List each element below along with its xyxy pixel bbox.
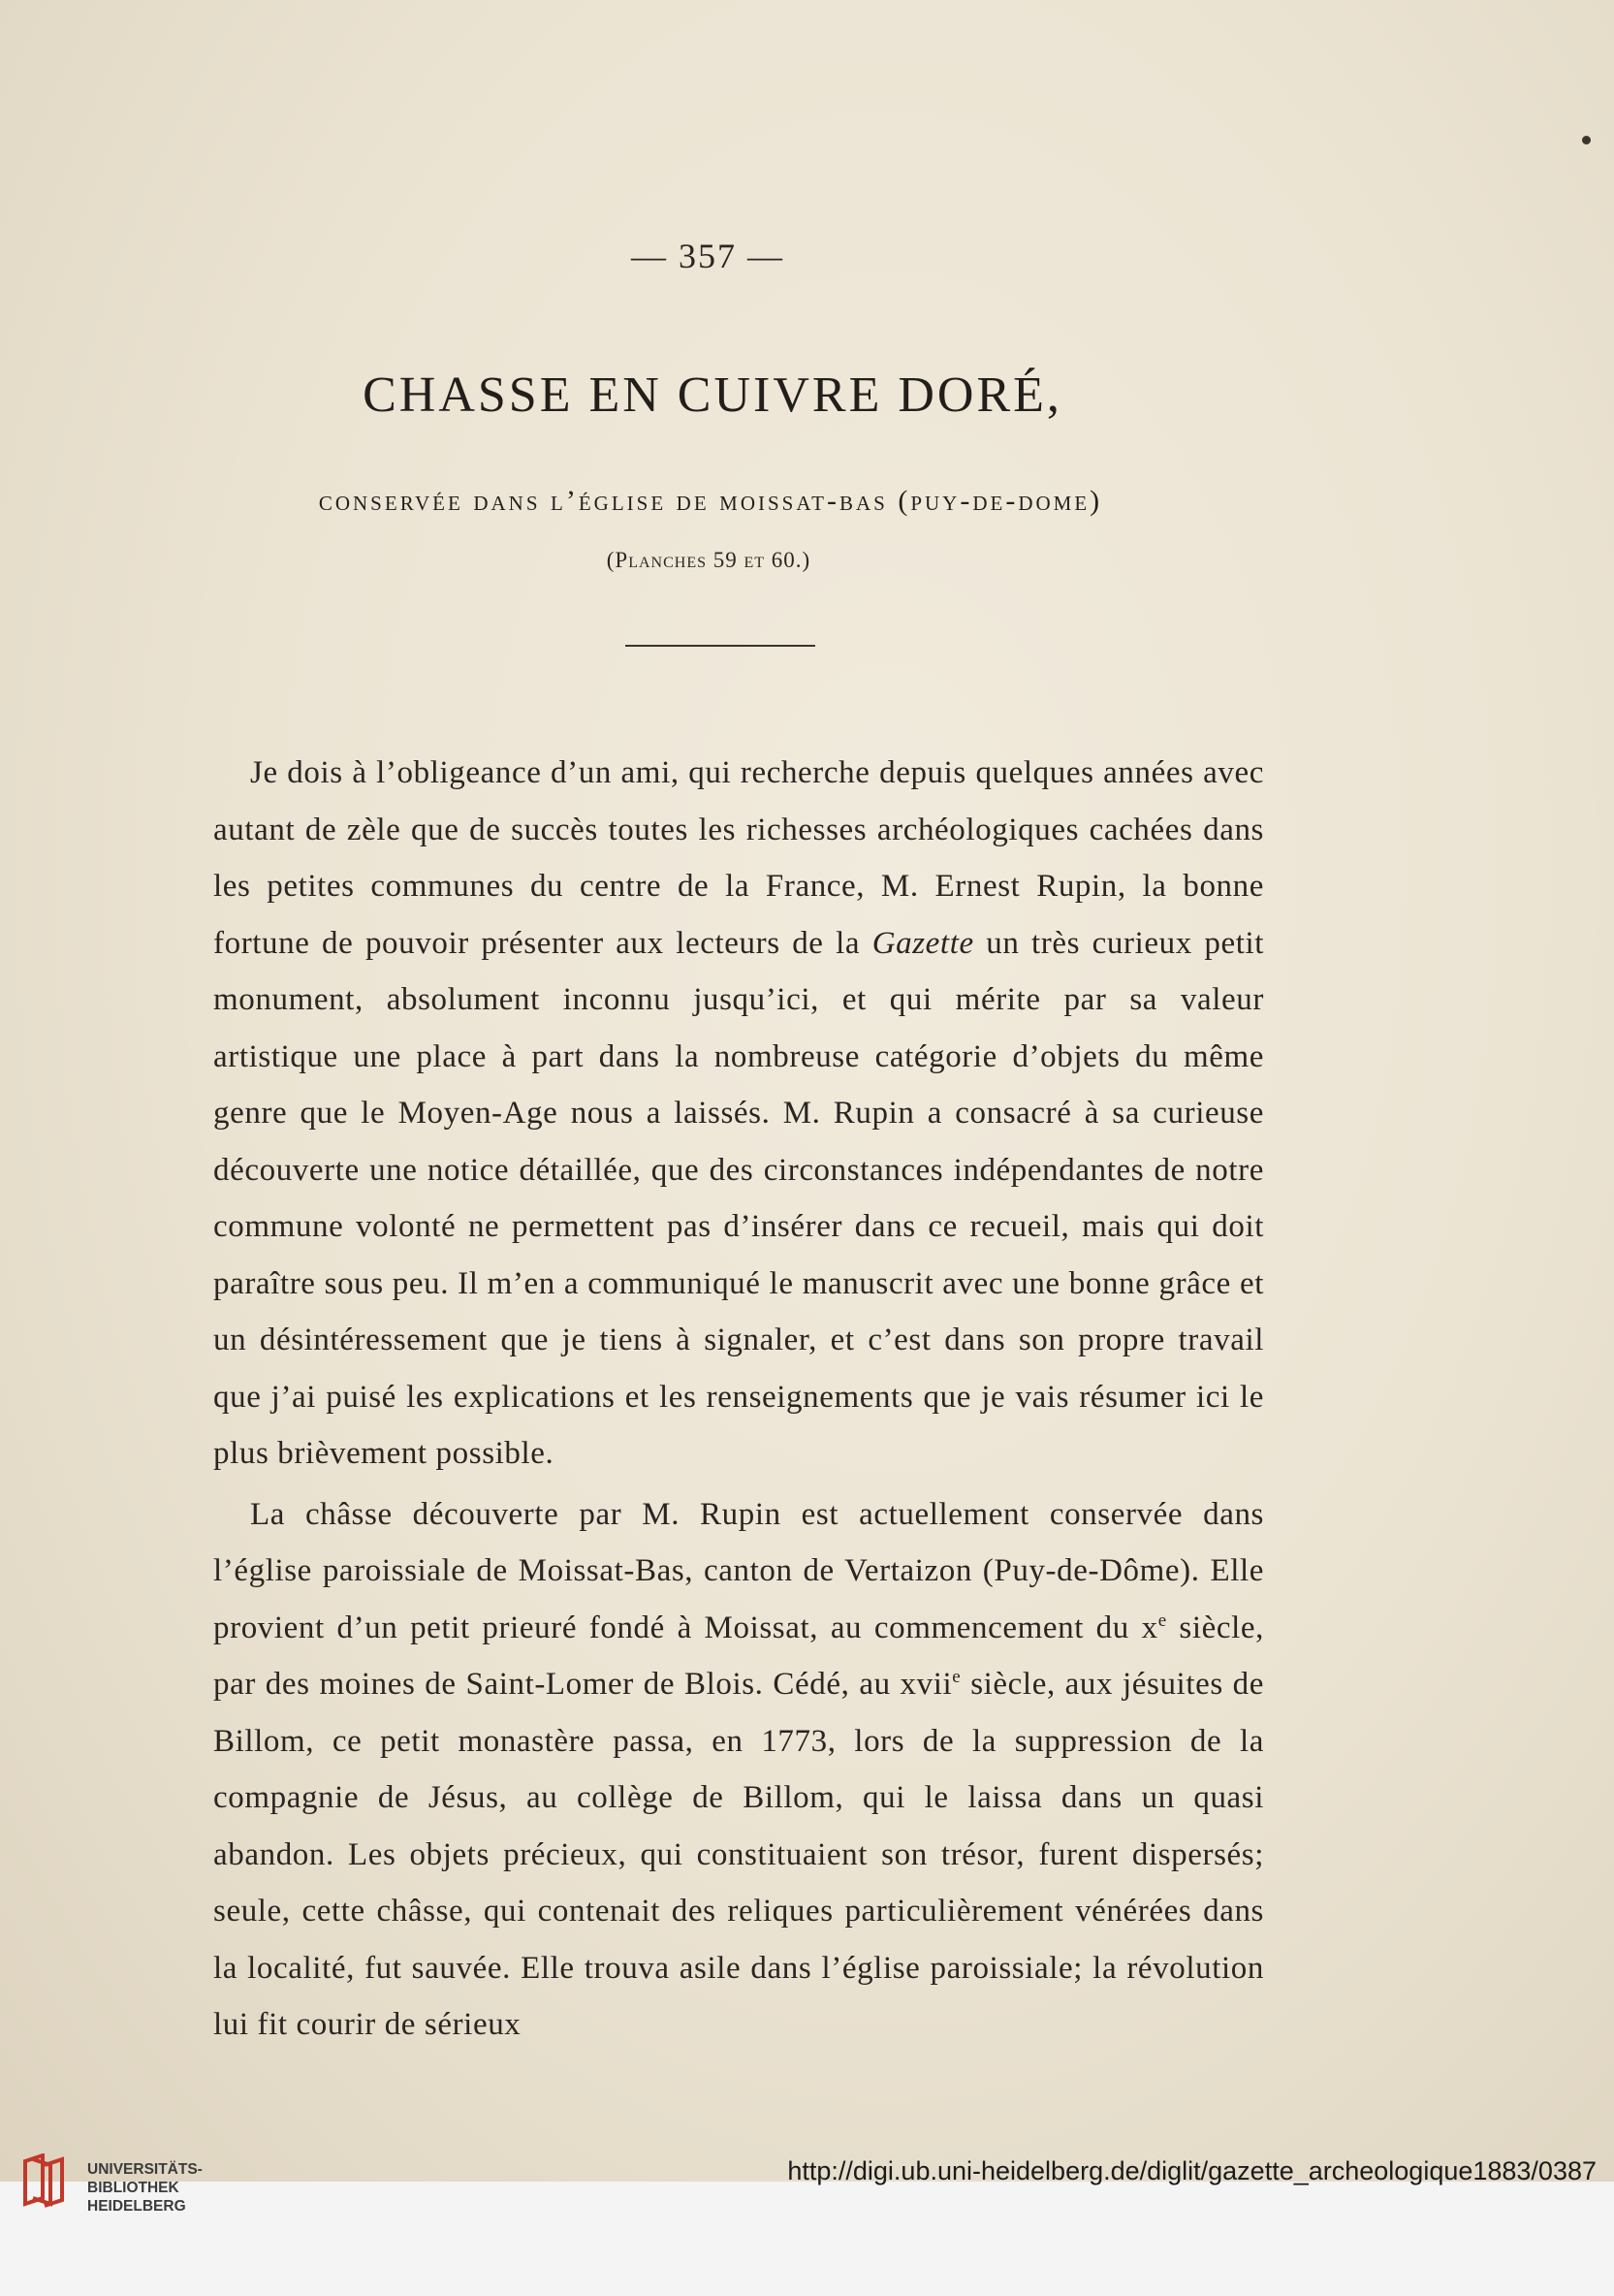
paragraph-1-text-b: un très curieux petit monument, absolument inconnu jusqu’ici, et qui mérite par sa valeur artistique une place à part dans la nombreuse catégorie d’objets du même genre que le Moyen-Age nous a laissés. M. Rupin a consacré à sa curieuse découverte une notice détaillée, que des circonstances indépendantes de notre commune volonté ne permettent pas d’insérer dans ce recueil, mais qui doit paraître sous peu. Il m’en a communiqué le manuscrit avec une bonne grâce et un désintéressement que je tiens à signaler, et c’est dans son propre travail que j’ai puisé les explications et les renseignements que je vais résumer ici le plus brièvement possible. (213, 925, 1264, 1471)
article-title: CHASSE EN CUIVRE DORÉ, (363, 367, 1062, 423)
superscript-e: e (1157, 1610, 1167, 1631)
superscript-e: e (952, 1667, 962, 1687)
library-name-line: UNIVERSITÄTS- (87, 2161, 203, 2178)
plates-reference: (Planches 59 et 60.) (606, 548, 811, 572)
paragraph-1 (213, 745, 1264, 1483)
ink-spot (1582, 136, 1591, 144)
paragraph-2-text-a: La châsse découverte par M. Rupin est actuellement conservée dans l’église paroissiale de Moissat-Bas, canton de Vertaizon (Puy-de-Dôme). Elle provient d’un petit prieuré fondé à Moissat, au commencement du x (213, 1496, 1264, 1645)
footer-bar (0, 2182, 1614, 2296)
title-rule (625, 645, 815, 647)
library-logo-icon[interactable] (19, 2153, 70, 2208)
paragraph-2-text-b: siècle, par des moines de Saint-Lomer de Blois. Cédé, au xvii (213, 1610, 1265, 1702)
library-name-line: HEIDELBERG (87, 2198, 186, 2215)
article-subtitle: conservée dans l’église de moissat-bas (puy-de-dome) (318, 485, 1103, 517)
page-number: — 357 — (631, 237, 784, 275)
library-name-line: BIBLIOTHEK (87, 2180, 179, 2196)
journal-name: Gazette (871, 925, 974, 961)
source-url-link[interactable]: http://digi.ub.uni-heidelberg.de/diglit/gazette_archeologique1883/0387 (787, 2156, 1597, 2185)
paragraph-2-text-c: siècle, aux jésuites de Billom, ce petit monastère passa, en 1773, lors de la suppression de la compagnie de Jésus, au collège de Billom, qui le laissa dans un quasi abandon. Les objets précieux, qui constituaient son trésor, furent dispersés; seule, cette châsse, qui contenait des reliques particulièrement vénérées dans la localité, fut sauvée. Elle trouva asile dans l’église paroissiale; la révolution lui fit courir de sérieux (213, 1667, 1264, 2042)
paragraph-1-text-a: Je dois à l’obligeance d’un ami, qui recherche depuis quelques années avec autant de zèle que de succès toutes les richesses archéologiques cachées dans les petites communes du centre de la France, M. Ernest Rupin, la bonne fortune de pouvoir présenter aux lecteurs de la (213, 755, 1264, 961)
library-name (87, 2160, 203, 2216)
article-body (213, 745, 1264, 2054)
paragraph-2 (213, 1486, 1264, 2054)
